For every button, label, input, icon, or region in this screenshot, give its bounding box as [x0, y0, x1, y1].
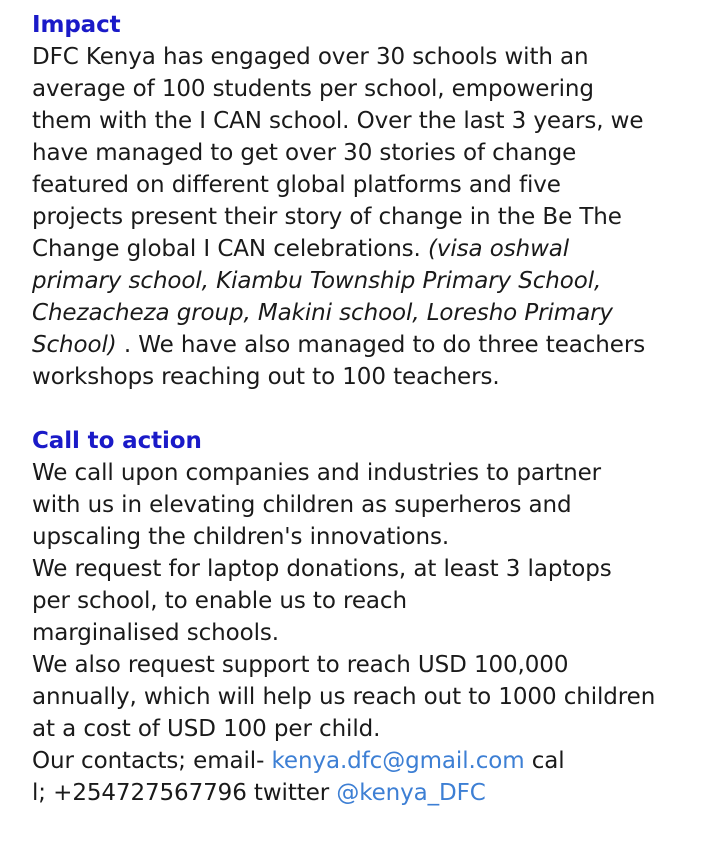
cta-line-8: annually, which will help us reach out to 1000 children	[32, 684, 656, 710]
cta-line-7: We also request support to reach USD 100,000	[32, 652, 569, 678]
cta-line-9: at a cost of USD 100 per child.	[32, 716, 381, 742]
cta-line-3: upscaling the children's innovations.	[32, 524, 450, 550]
contacts-prefix: Our contacts; email-	[32, 748, 272, 774]
impact-line-2: average of 100 students per school, empowering	[32, 76, 594, 102]
contacts-mid-2: l; +254727567796 twitter	[32, 780, 337, 806]
impact-line-4: have managed to get over 30 stories of change	[32, 140, 577, 166]
impact-line-3: them with the I CAN school. Over the last 3 years, we	[32, 108, 644, 134]
impact-line-7-plain: Change global I CAN celebrations.	[32, 236, 428, 262]
impact-line-10-plain: . We have also managed to do three teachers	[116, 332, 646, 358]
document-body	[32, 9, 712, 809]
impact-line-9: Chezacheza group, Makini school, Loresho Primary	[32, 300, 613, 326]
contacts-line-1	[32, 745, 712, 777]
cta-line-1: We call upon companies and industries to partner	[32, 460, 602, 486]
cta-line-2: with us in elevating children as superheros and	[32, 492, 572, 518]
impact-line-7-italic: (visa oshwal	[427, 236, 570, 262]
impact-line-8: primary school, Kiambu Township Primary School,	[32, 268, 602, 294]
cta-line-4: We request for laptop donations, at least 3 laptops	[32, 556, 612, 582]
impact-heading: Impact	[32, 12, 121, 38]
impact-line-1: DFC Kenya has engaged over 30 schools with an	[32, 44, 589, 70]
cta-line-5: per school, to enable us to reach	[32, 588, 407, 614]
email-link[interactable]: kenya.dfc@gmail.com	[271, 748, 525, 774]
cta-line-6: marginalised schools.	[32, 620, 279, 646]
impact-line-10-italic: School)	[32, 332, 117, 358]
twitter-link[interactable]: @kenya_DFC	[336, 780, 486, 806]
contacts-mid-1: cal	[524, 748, 565, 774]
impact-line-10	[32, 329, 712, 361]
section-spacer	[32, 393, 712, 425]
contacts-line-2	[32, 777, 712, 809]
impact-line-6: projects present their story of change in the Be The	[32, 204, 622, 230]
call-to-action-heading: Call to action	[32, 428, 202, 454]
impact-line-11: workshops reaching out to 100 teachers.	[32, 364, 500, 390]
impact-line-7	[32, 233, 712, 265]
impact-line-5: featured on different global platforms and five	[32, 172, 561, 198]
